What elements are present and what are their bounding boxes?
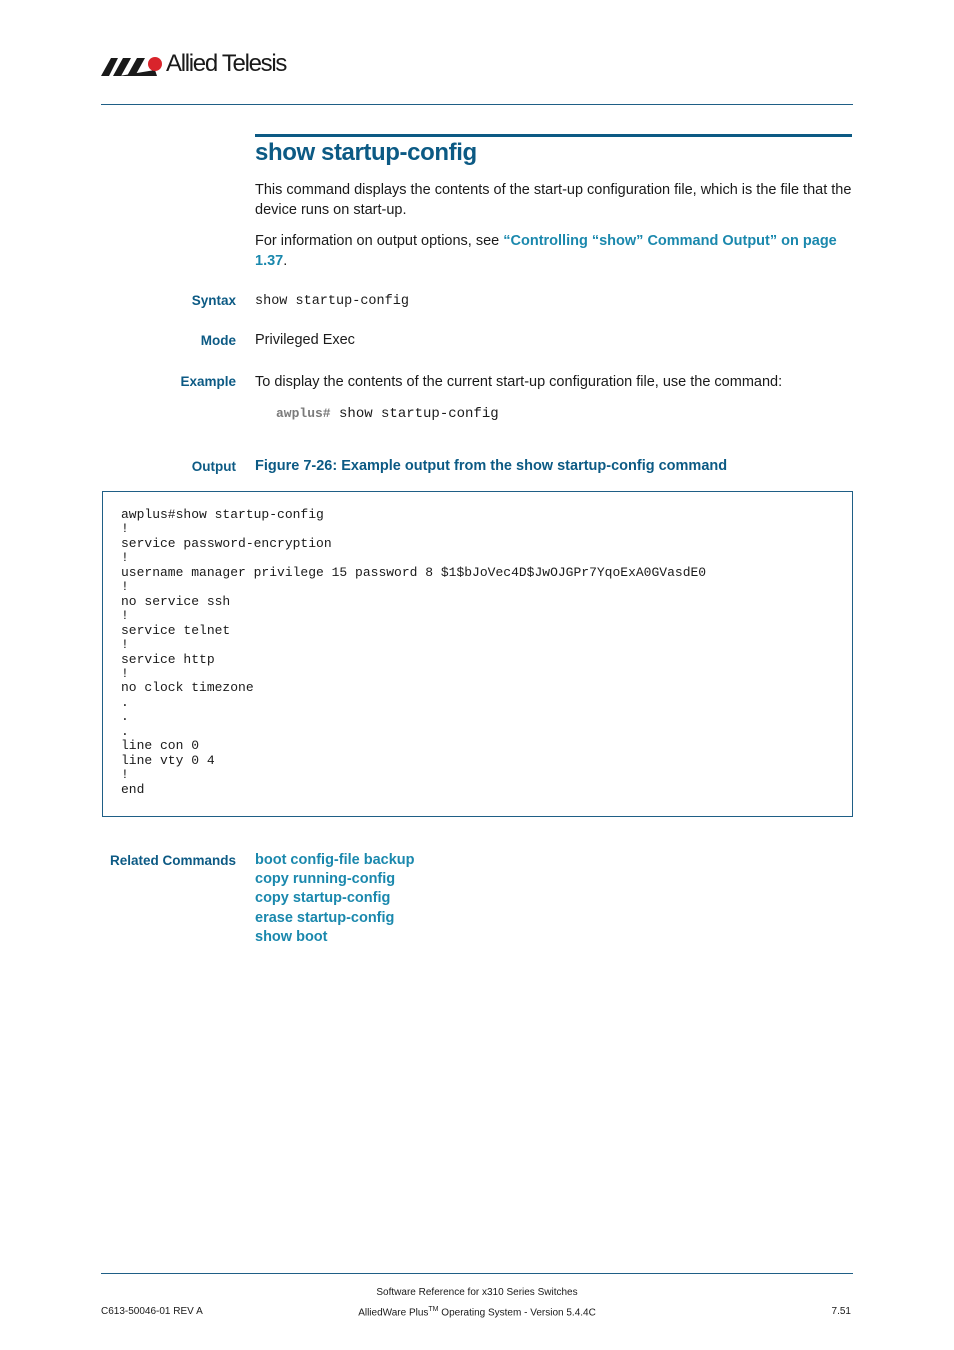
footer-os-name: AlliedWare Plus <box>358 1307 429 1319</box>
footer-page-number: 7.51 <box>831 1306 851 1317</box>
footer-rule <box>101 1273 853 1274</box>
output-options-link[interactable]: “Controlling “show” Command Output” on page 1.37 <box>255 233 837 269</box>
example-prompt: awplus# <box>276 406 331 421</box>
command-description: This command displays the contents of the start-up configuration file, which is the file that the device runs on start-up. <box>255 182 852 218</box>
footer-os-suffix: Operating System - Version 5.4.4C <box>438 1307 596 1319</box>
example-description: To display the contents of the current start-up configuration file, use the command: <box>255 374 783 390</box>
mode-value: Privileged Exec <box>255 332 355 348</box>
info-prefix: For information on output options, see <box>255 233 504 249</box>
syntax-label: Syntax <box>191 293 236 308</box>
title-rule <box>255 134 852 137</box>
output-label: Output <box>191 459 236 474</box>
mode-label: Mode <box>200 333 236 348</box>
related-command-link[interactable]: copy startup-config <box>255 890 391 907</box>
company-logo <box>101 50 301 82</box>
example-label: Example <box>180 374 236 389</box>
related-command-link[interactable]: show boot <box>255 928 328 945</box>
logo-text: Allied Telesis <box>166 50 287 77</box>
page-title: show startup-config <box>255 139 477 166</box>
related-command-link[interactable]: erase startup-config <box>255 909 395 926</box>
related-command-link[interactable]: boot config-file backup <box>255 852 415 868</box>
footer-title: Software Reference for x310 Series Switches <box>376 1287 578 1298</box>
output-text: awplus#show startup-config ! service password-encryption ! username manager privilege 15 password 8 $1$bJoVec4D$JwOJGPr7YqoExA0GVasdE0 ! no service ssh ! service telnet ! service http ! no clock timezone . . . line con 0 line vty 0 4 ! end <box>121 507 707 797</box>
related-command-link[interactable]: copy running-config <box>255 871 396 888</box>
footer-trademark: TM <box>428 1306 439 1313</box>
footer-os-version <box>0 1306 954 1318</box>
output-box <box>102 491 853 817</box>
example-command <box>276 406 499 422</box>
footer-doc-id: C613-50046-01 REV A <box>101 1306 203 1317</box>
logo-mark-icon <box>101 54 165 80</box>
example-command-text: show startup-config <box>330 406 499 422</box>
related-commands-label: Related Commands <box>109 853 236 868</box>
syntax-command: show startup-config <box>255 294 409 309</box>
figure-caption: Figure 7-26: Example output from the show startup-config command <box>255 458 728 474</box>
related-commands-list <box>255 851 415 947</box>
info-suffix: . <box>283 252 288 269</box>
header-rule <box>101 104 853 105</box>
info-paragraph <box>255 232 855 271</box>
